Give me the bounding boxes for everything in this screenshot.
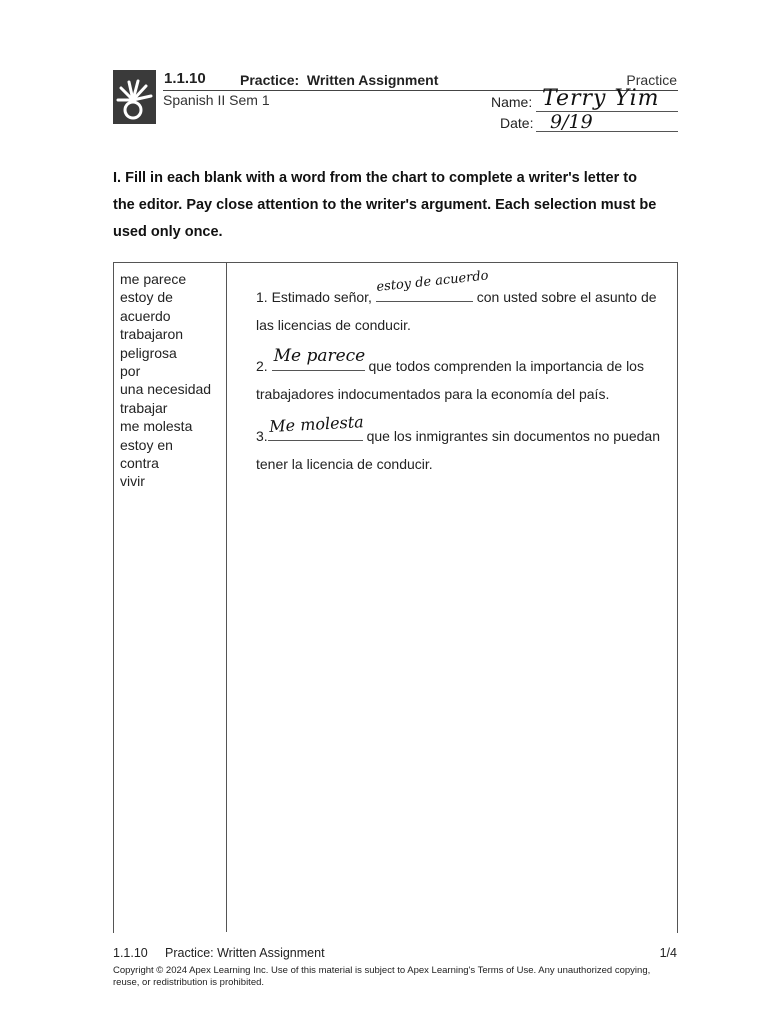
assignment-title: Practice: Written Assignment: [240, 72, 439, 88]
table-divider: [226, 262, 227, 932]
date-handwritten[interactable]: 9/19: [550, 111, 593, 133]
answer-blank-1[interactable]: [375, 267, 490, 302]
question-2: [256, 345, 676, 408]
page-number: 1/4: [659, 946, 677, 960]
question-suffix: que los inmigrantes sin documentos no puedan tener la licencia de conducir.: [256, 428, 664, 472]
copyright-notice: Copyright © 2024 Apex Learning Inc. Use of this material is subject to Apex Learning's Terms of Use. Any unauthorized copying, reuse, or redistribution is prohibited.: [113, 965, 651, 988]
word-bank: [120, 270, 211, 491]
activity-type: Practice: [626, 72, 677, 88]
question-suffix: que todos comprenden la importancia de los trabajadores indocumentados para la economía del país.: [256, 358, 648, 402]
word-bank-item: estoy en: [120, 436, 173, 453]
answer-blank-2[interactable]: [272, 345, 366, 371]
question-prefix: 1. Estimado señor,: [256, 289, 376, 305]
word-bank-item: vivir: [120, 473, 145, 490]
word-bank-item: me molesta: [120, 418, 193, 435]
answer-handwritten-3: Me molesta: [268, 411, 364, 436]
word-bank-item: por: [120, 363, 141, 380]
word-bank-item: peligrosa: [120, 344, 177, 361]
answer-blank-3[interactable]: [268, 411, 364, 441]
date-label: Date:: [500, 115, 534, 131]
question-1: [256, 267, 676, 339]
question-suffix: con usted sobre el asunto de las licencias de conducir.: [256, 289, 661, 333]
apex-logo-icon: [113, 70, 156, 124]
question-prefix: 3.: [256, 428, 268, 444]
answer-handwritten-1: estoy de acuerdo: [375, 267, 490, 295]
word-bank-item: una necesidad: [120, 381, 212, 398]
word-bank-item: trabajaron: [120, 326, 184, 343]
answer-handwritten-2: Me parece: [273, 345, 366, 366]
name-label: Name:: [491, 94, 533, 110]
footer-lesson-number: 1.1.10: [113, 946, 148, 960]
question-3: [256, 411, 676, 478]
name-handwritten[interactable]: Terry Yim: [542, 86, 660, 111]
footer-title: Practice: Written Assignment: [165, 946, 325, 960]
word-bank-item: acuerdo: [120, 307, 171, 324]
word-bank-item: estoy de: [120, 289, 173, 306]
word-bank-item: contra: [120, 455, 159, 472]
word-bank-item: trabajar: [120, 399, 168, 416]
word-bank-item: me parece: [120, 271, 187, 287]
question-prefix: 2.: [256, 358, 272, 374]
instructions: I. Fill in each blank with a word from the chart to complete a writer's letter to the editor. Pay close attention to the writer's argument. Each selection must be used only once.: [113, 170, 657, 240]
lesson-number: 1.1.10: [164, 70, 206, 87]
course-name: Spanish II Sem 1: [163, 92, 270, 108]
